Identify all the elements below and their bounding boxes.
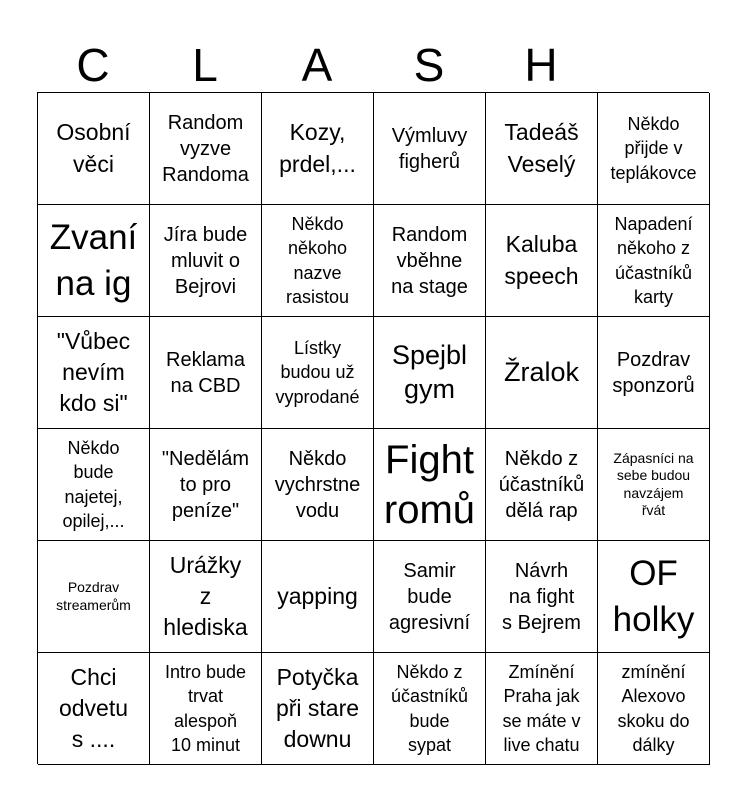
- bingo-cell[interactable]: [598, 317, 710, 429]
- bingo-cell[interactable]: [262, 653, 374, 765]
- cell-text: Napadení někoho z účastníků karty: [614, 213, 693, 307]
- cell-text: Někdo někoho nazve rasistou: [285, 213, 350, 307]
- cell-text: Někdo vychrstne vodu: [274, 447, 361, 522]
- bingo-cell[interactable]: [374, 317, 486, 429]
- bingo-cell[interactable]: [374, 541, 486, 653]
- bingo-cell[interactable]: [150, 541, 262, 653]
- bingo-cell[interactable]: [598, 93, 710, 205]
- bingo-cell[interactable]: [38, 541, 150, 653]
- cell-text: Někdo z účastníků bude sypat: [390, 661, 469, 755]
- cell-text: Reklama na CBD: [166, 348, 245, 397]
- bingo-cell[interactable]: [150, 93, 262, 205]
- bingo-cell[interactable]: [38, 653, 150, 765]
- bingo-cell[interactable]: [374, 429, 486, 541]
- bingo-cell[interactable]: [598, 653, 710, 765]
- bingo-cell[interactable]: [262, 429, 374, 541]
- bingo-title: [37, 38, 709, 92]
- cell-text: Tadeáš Veselý: [504, 119, 579, 177]
- cell-text: Samir bude agresivní: [388, 559, 471, 634]
- bingo-cell[interactable]: [374, 205, 486, 317]
- cell-text: Výmluvy figherů: [391, 124, 468, 173]
- cell-text: zmínění Alexovo skoku do dálky: [617, 661, 690, 755]
- cell-text: Pozdrav streamerům: [56, 579, 131, 613]
- cell-text: yapping: [277, 582, 358, 609]
- title-letter-a: A: [301, 39, 333, 91]
- cell-text: Žralok: [503, 356, 579, 387]
- title-letter-c: C: [76, 39, 110, 91]
- bingo-cell[interactable]: [598, 205, 710, 317]
- bingo-cell[interactable]: [486, 541, 598, 653]
- cell-text: Spejbl gym: [391, 339, 468, 404]
- cell-text: Urážky z hlediska: [163, 551, 248, 641]
- bingo-cell[interactable]: [598, 429, 710, 541]
- cell-text: Lístky budou už vyprodané: [275, 338, 360, 407]
- bingo-cell[interactable]: [486, 93, 598, 205]
- cell-text: Chci odvetu s ....: [58, 663, 129, 753]
- bingo-cell[interactable]: [262, 317, 374, 429]
- title-letter-l: L: [192, 39, 218, 91]
- bingo-cell[interactable]: [486, 429, 598, 541]
- bingo-cell[interactable]: [374, 93, 486, 205]
- title-letter-h: H: [524, 39, 558, 91]
- cell-text: Zmínění Praha jak se máte v live chatu: [502, 661, 581, 755]
- bingo-cell[interactable]: [38, 93, 150, 205]
- bingo-cell[interactable]: [598, 541, 710, 653]
- bingo-cell[interactable]: [486, 317, 598, 429]
- bingo-cell[interactable]: [262, 205, 374, 317]
- title-letter-s: S: [413, 39, 445, 91]
- bingo-cell[interactable]: [150, 653, 262, 765]
- cell-text: Kozy, prdel,...: [279, 119, 356, 177]
- cell-text: Někdo bude najetej, opilej,...: [62, 437, 125, 531]
- cell-text: Zvaní na ig: [49, 218, 138, 303]
- cell-text: "Vůbec nevím kdo si": [56, 327, 131, 417]
- bingo-cell[interactable]: [262, 541, 374, 653]
- bingo-cell[interactable]: [150, 205, 262, 317]
- cell-text: Někdo přijde v teplákovce: [610, 114, 697, 183]
- cell-text: Potyčka při stare downu: [275, 663, 360, 753]
- bingo-cell[interactable]: [262, 93, 374, 205]
- bingo-cell[interactable]: [486, 205, 598, 317]
- cell-text: Návrh na fight s Bejrem: [502, 559, 581, 634]
- cell-text: "Nedělám to pro peníze": [161, 447, 250, 522]
- cell-text: Kaluba speech: [504, 231, 579, 289]
- cell-text: Jíra bude mluvit o Bejrovi: [163, 223, 248, 298]
- bingo-cell[interactable]: [150, 429, 262, 541]
- cell-text: Random vyzve Randoma: [162, 111, 249, 186]
- bingo-cell[interactable]: [38, 317, 150, 429]
- bingo-cell[interactable]: [374, 653, 486, 765]
- cell-text: Někdo z účastníků dělá rap: [498, 447, 585, 522]
- bingo-cell[interactable]: [38, 205, 150, 317]
- cell-text: Osobní věci: [56, 119, 131, 177]
- cell-text: Fight romů: [383, 437, 476, 532]
- bingo-cell[interactable]: [38, 429, 150, 541]
- cell-text: Pozdrav sponzorů: [612, 348, 695, 397]
- bingo-board: [37, 92, 709, 764]
- cell-text: Intro bude trvat alespoň 10 minut: [164, 661, 247, 755]
- cell-text: OF holky: [612, 554, 695, 639]
- bingo-cell[interactable]: [486, 653, 598, 765]
- bingo-cell[interactable]: [150, 317, 262, 429]
- cell-text: Random vběhne na stage: [391, 223, 468, 298]
- cell-text: Zápasníci na sebe budou navzájem řvát: [613, 449, 694, 518]
